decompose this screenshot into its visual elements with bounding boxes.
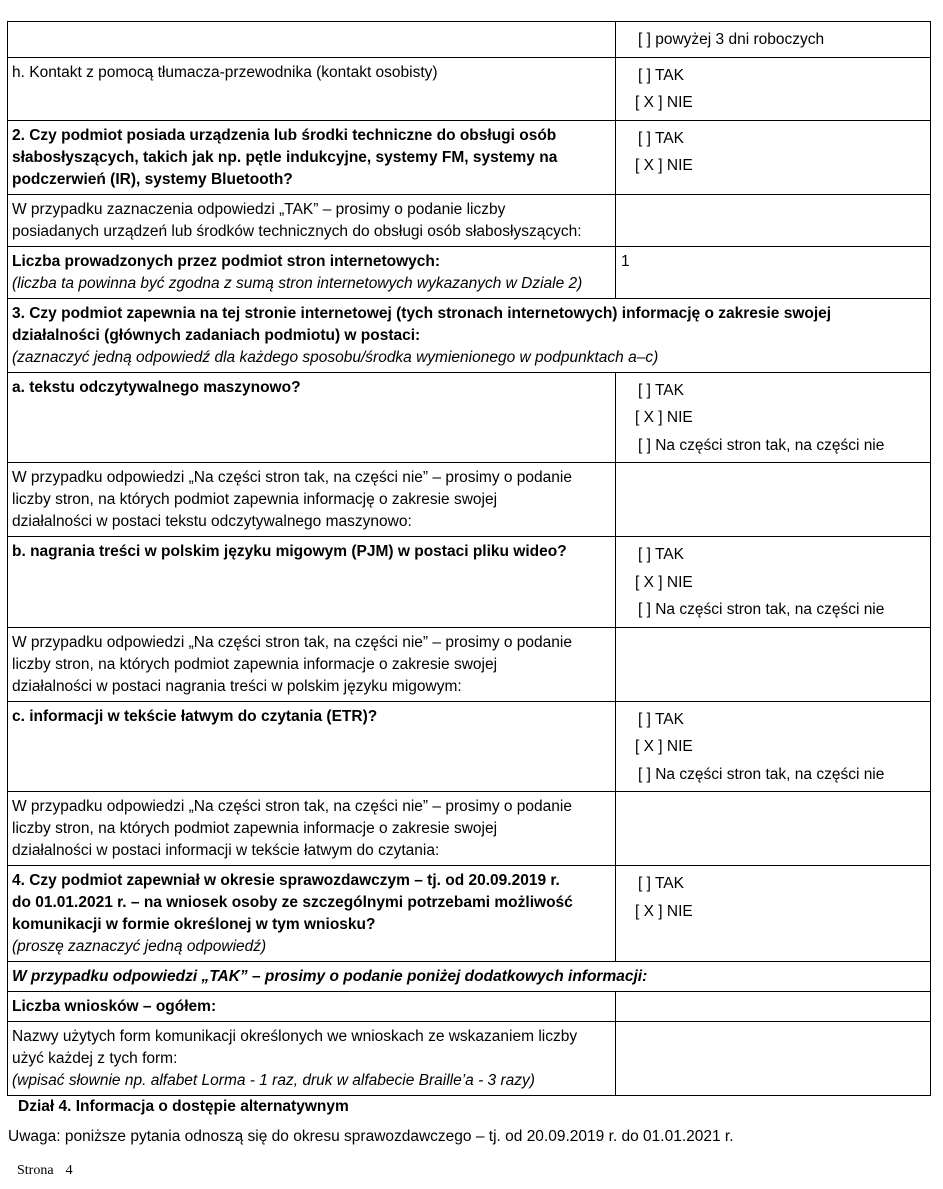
question-text: Liczba wniosków – ogółem: xyxy=(12,998,217,1015)
question-text: do 01.01.2021 r. – na wniosek osoby ze szczególnymi potrzebami możliwość xyxy=(12,894,573,911)
question-cell xyxy=(8,962,931,992)
question-text: słabosłyszących, takich jak np. pętle indukcyjne, systemy FM, systemy na xyxy=(12,148,558,166)
table-row xyxy=(8,463,931,537)
answer-cell xyxy=(616,701,931,792)
page-label: Strona xyxy=(17,1163,54,1178)
question-text: działalności w postaci tekstu odczytywalnego maszynowo: xyxy=(12,513,412,530)
survey-table xyxy=(7,21,931,1096)
question-text: liczby stron, na których podmiot zapewnia informacje o zakresie swojej xyxy=(12,655,498,673)
answer-option[interactable]: [ X ] NIE xyxy=(635,902,693,920)
question-text: b. nagrania treści w polskim języku migowym (PJM) w postaci pliku wideo? xyxy=(12,543,567,560)
answer-cell xyxy=(616,246,931,298)
answer-option[interactable]: [ ] powyżej 3 dni roboczych xyxy=(638,31,825,48)
answer-input-cell[interactable] xyxy=(616,194,931,246)
table-row xyxy=(8,246,931,298)
question-text: (zaznaczyć jedną odpowiedź dla każdego sposobu/środka wymienionego w podpunktach a–c) xyxy=(12,348,659,366)
question-text: W przypadku odpowiedzi „Na części stron tak, na części nie” – prosimy o podanie xyxy=(12,469,572,486)
question-text: W przypadku zaznaczenia odpowiedzi „TAK” – prosimy o podanie liczby xyxy=(12,200,506,218)
table-row xyxy=(8,298,931,372)
question-cell xyxy=(8,627,616,701)
question-cell xyxy=(8,866,616,962)
question-text: a. tekstu odczytywalnego maszynowo? xyxy=(12,378,301,396)
question-cell xyxy=(8,992,616,1022)
question-cell xyxy=(8,194,616,246)
question-text: działalności (głównych zadaniach podmiotu) w postaci: xyxy=(12,326,421,344)
question-text: Nazwy użytych form komunikacji określonych we wnioskach ze wskazaniem liczby xyxy=(12,1028,578,1045)
answer-option[interactable]: [ ] TAK xyxy=(638,129,684,147)
question-text: (liczba ta powinna być zgodna z sumą stron internetowych wykazanych w Dziale 2) xyxy=(12,274,583,292)
question-cell xyxy=(8,1022,616,1096)
question-text: działalności w postaci informacji w tekście łatwym do czytania: xyxy=(12,842,440,859)
question-text: liczby stron, na których podmiot zapewnia informacje o zakresie swojej xyxy=(12,820,498,837)
section-title: Dział 4. Informacja o dostępie alternatywnym xyxy=(18,1098,349,1115)
question-text: podczerwień (IR), systemy Bluetooth? xyxy=(12,170,293,188)
answer-option[interactable]: [ ] TAK xyxy=(638,381,684,399)
answer-cell xyxy=(616,57,931,120)
question-text: W przypadku odpowiedzi „Na części stron tak, na części nie” – prosimy o podanie xyxy=(12,633,572,651)
answer-option[interactable]: [ ] TAK xyxy=(638,710,684,728)
answer-option[interactable]: [ X ] NIE xyxy=(635,409,693,426)
question-text: użyć każdej z tych form: xyxy=(12,1050,178,1067)
question-text: c. informacji w tekście łatwym do czytania (ETR)? xyxy=(12,707,378,725)
question-text: liczby stron, na których podmiot zapewnia informację o zakresie swojej xyxy=(12,491,498,508)
table-row xyxy=(8,372,931,463)
question-cell xyxy=(8,246,616,298)
table-row xyxy=(8,120,931,194)
answer-cell xyxy=(616,120,931,194)
question-cell xyxy=(8,120,616,194)
answer-input-cell[interactable] xyxy=(616,992,931,1022)
answer-option[interactable]: [ ] Na części stron tak, na części nie xyxy=(638,601,885,618)
answer-input-cell[interactable] xyxy=(616,627,931,701)
table-row xyxy=(8,866,931,962)
question-cell xyxy=(8,463,616,537)
answer-option[interactable]: [ X ] NIE xyxy=(635,738,693,755)
answer-input-cell[interactable] xyxy=(616,1022,931,1096)
table-row xyxy=(8,992,931,1022)
answer-option[interactable]: [ X ] NIE xyxy=(635,94,693,111)
table-row xyxy=(8,792,931,866)
question-cell xyxy=(8,372,616,463)
question-cell xyxy=(8,22,616,58)
answer-option[interactable]: [ ] TAK xyxy=(638,66,684,84)
question-text: Liczba prowadzonych przez podmiot stron internetowych: xyxy=(12,252,440,270)
answer-option[interactable]: [ ] Na części stron tak, na części nie xyxy=(638,436,885,454)
table-row xyxy=(8,1022,931,1096)
table-row xyxy=(8,537,931,628)
answer-input-cell[interactable] xyxy=(616,463,931,537)
question-text: (wpisać słownie np. alfabet Lorma - 1 raz, druk w alfabecie Braille’a - 3 razy) xyxy=(12,1072,535,1089)
table-row xyxy=(8,962,931,992)
question-text: h. Kontakt z pomocą tłumacza-przewodnika (kontakt osobisty) xyxy=(12,63,438,81)
answer-option[interactable]: [ ] Na części stron tak, na części nie xyxy=(638,765,885,783)
table-row xyxy=(8,194,931,246)
answer-cell xyxy=(616,372,931,463)
table-row xyxy=(8,57,931,120)
answer-cell xyxy=(616,537,931,628)
question-text: działalności w postaci nagrania treści w polskim języku migowym: xyxy=(12,677,462,695)
question-text: W przypadku odpowiedzi „TAK” – prosimy o podanie poniżej dodatkowych informacji: xyxy=(12,968,648,985)
answer-option[interactable]: [ X ] NIE xyxy=(635,157,693,174)
page-footer xyxy=(17,1163,73,1179)
question-cell xyxy=(8,792,616,866)
answer-option[interactable]: [ ] TAK xyxy=(638,546,684,563)
question-cell xyxy=(8,537,616,628)
question-cell xyxy=(8,57,616,120)
answer-cell xyxy=(616,22,931,58)
question-text: 2. Czy podmiot posiada urządzenia lub środki techniczne do obsługi osób xyxy=(12,126,557,144)
answer-option[interactable]: [ X ] NIE xyxy=(635,573,693,591)
question-cell xyxy=(8,701,616,792)
question-text: 4. Czy podmiot zapewniał w okresie sprawozdawczym – tj. od 20.09.2019 r. xyxy=(12,872,560,889)
question-cell xyxy=(8,298,931,372)
answer-input-cell[interactable] xyxy=(616,792,931,866)
question-text: komunikacji w formie określonej w tym wniosku? xyxy=(12,916,376,933)
question-text: 3. Czy podmiot zapewnia na tej stronie internetowej (tych stronach internetowych) informację o zakresie swojej xyxy=(12,304,832,322)
table-row xyxy=(8,22,931,58)
question-text: (proszę zaznaczyć jedną odpowiedź) xyxy=(12,938,267,955)
answer-cell xyxy=(616,866,931,962)
table-row xyxy=(8,627,931,701)
answer-option[interactable]: [ ] TAK xyxy=(638,875,684,892)
question-text: W przypadku odpowiedzi „Na części stron tak, na części nie” – prosimy o podanie xyxy=(12,798,572,815)
answer-value: 1 xyxy=(621,252,630,270)
page-number: 4 xyxy=(65,1163,73,1178)
table-row xyxy=(8,701,931,792)
reporting-period-note: Uwaga: poniższe pytania odnoszą się do okresu sprawozdawczego – tj. od 20.09.2019 r. do 01.01.2021 r. xyxy=(8,1128,734,1145)
question-text: posiadanych urządzeń lub środków technicznych do obsługi osób słabosłyszących: xyxy=(12,222,582,240)
